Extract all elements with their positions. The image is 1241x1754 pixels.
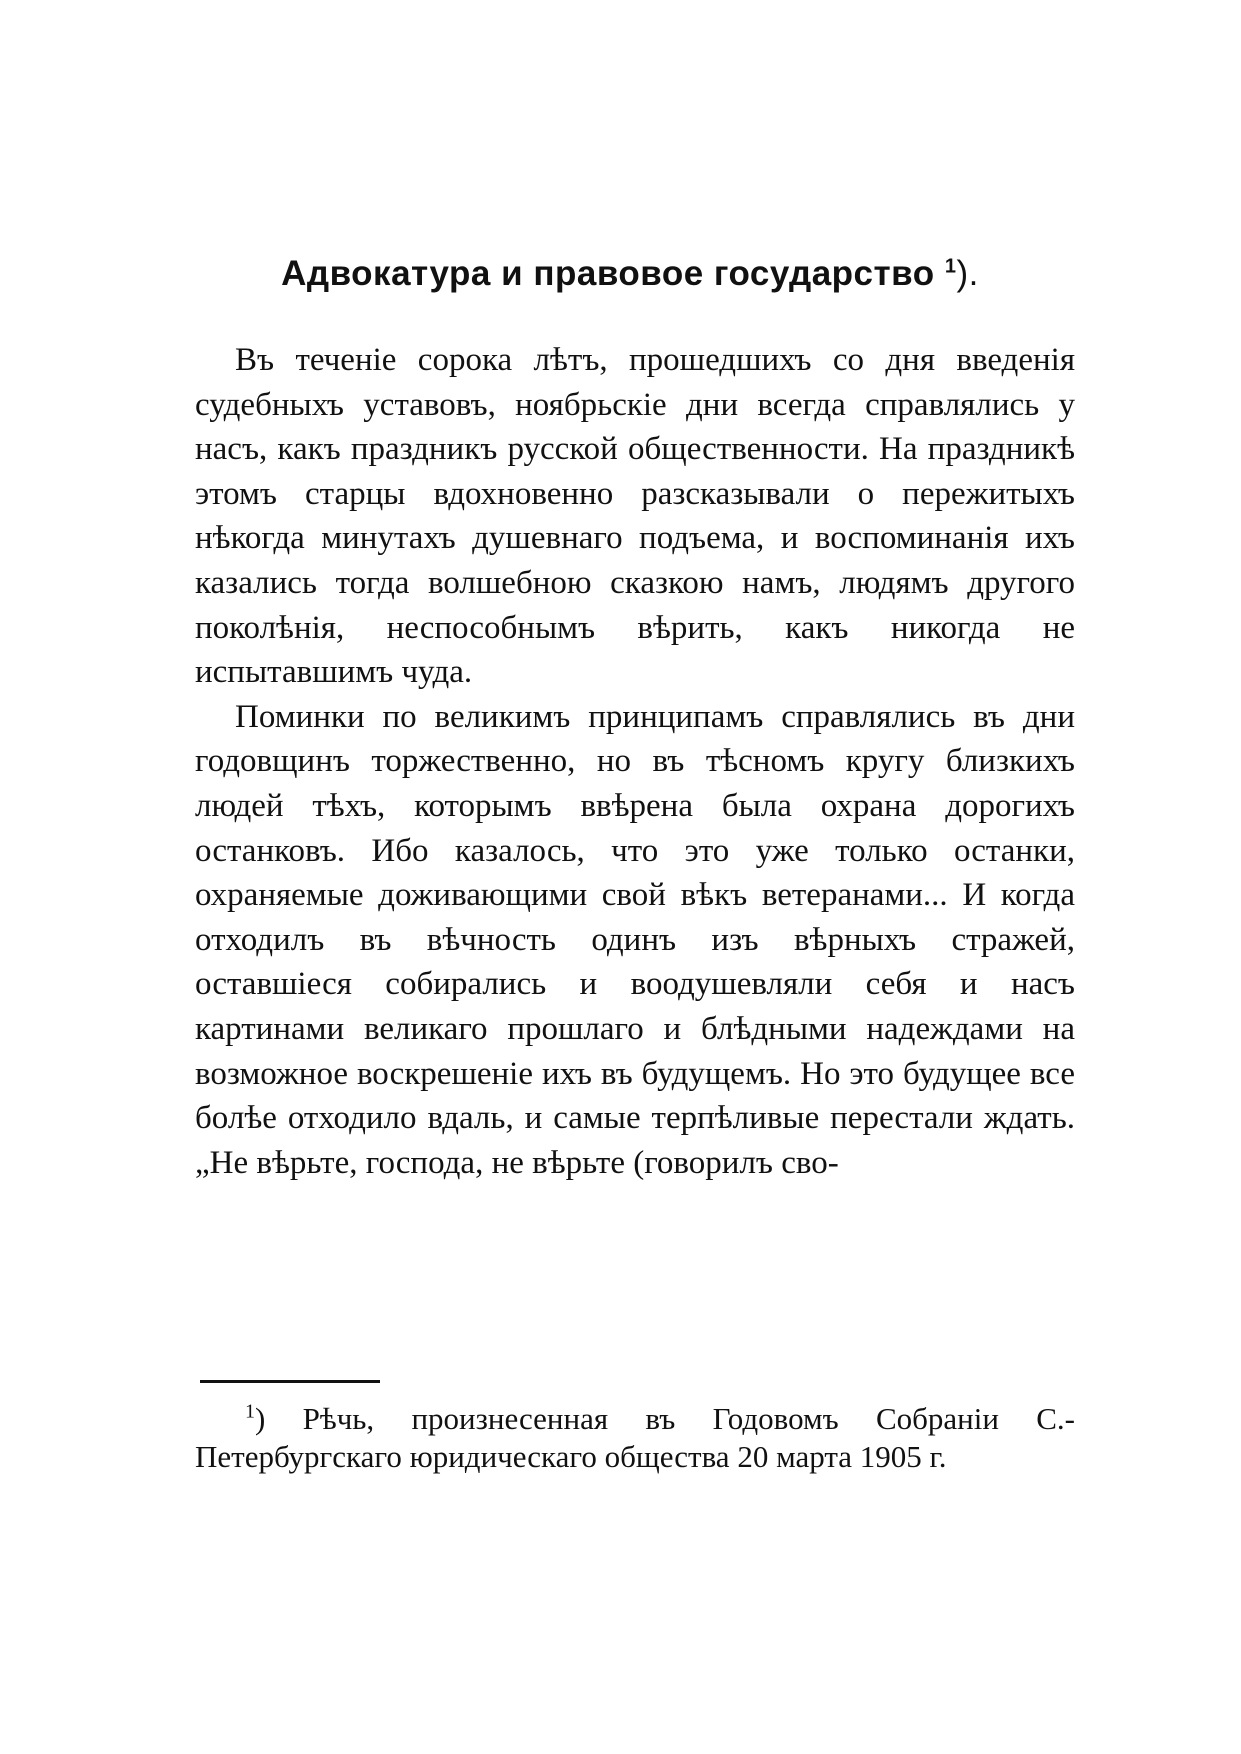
- footnote-divider: [200, 1380, 380, 1383]
- footnote-mark: 1: [245, 1400, 255, 1423]
- footnote: [195, 1400, 1075, 1476]
- chapter-title-text: Адвокатура и правовое государство: [281, 254, 935, 293]
- chapter-title: [200, 252, 1060, 296]
- paragraph-2: Поминки по великимъ принципамъ справлялись въ дни годовщинъ торжественно, но въ тѣсномъ кругу близкихъ людей тѣхъ, которымъ ввѣрена была охрана дорогихъ останковъ. Ибо казалось, что это уже только останки, охраняемые доживающими свой вѣкъ ветеранами... И когда отходилъ въ вѣчность одинъ изъ вѣрныхъ стражей, оставшіеся собирались и воодушевляли себя и насъ картинами великаго прошлаго и блѣдными надеждами на возможное воскрешеніе ихъ въ будущемъ. Но это будущее все болѣе отходило вдаль, и самые терпѣливые перестали ждать. „Не вѣрьте, господа, не вѣрьте (говорилъ сво-: [195, 698, 1075, 1181]
- title-footnote-close: ).: [956, 254, 979, 293]
- footnote-text: ) Рѣчь, произнесенная въ Годовомъ Собраніи С.-Петербургскаго юридическаго общества 20 марта 1905 г.: [195, 1401, 1075, 1474]
- body-text: [195, 338, 1075, 1185]
- title-footnote-ref: 1: [944, 255, 957, 278]
- paragraph-1: Въ теченіе сорока лѣтъ, прошедшихъ со дня введенія судебныхъ уставовъ, ноябрьскіе дни всегда справлялись у насъ, какъ праздникъ русской общественности. На праздникѣ этомъ старцы вдохновенно разсказывали о пережитыхъ нѣкогда минутахъ душевнаго подъема, и воспоминанія ихъ казались тогда волшебною сказкою намъ, людямъ другого поколѣнія, неспособнымъ вѣрить, какъ никогда не испытавшимъ чуда.: [195, 342, 1075, 691]
